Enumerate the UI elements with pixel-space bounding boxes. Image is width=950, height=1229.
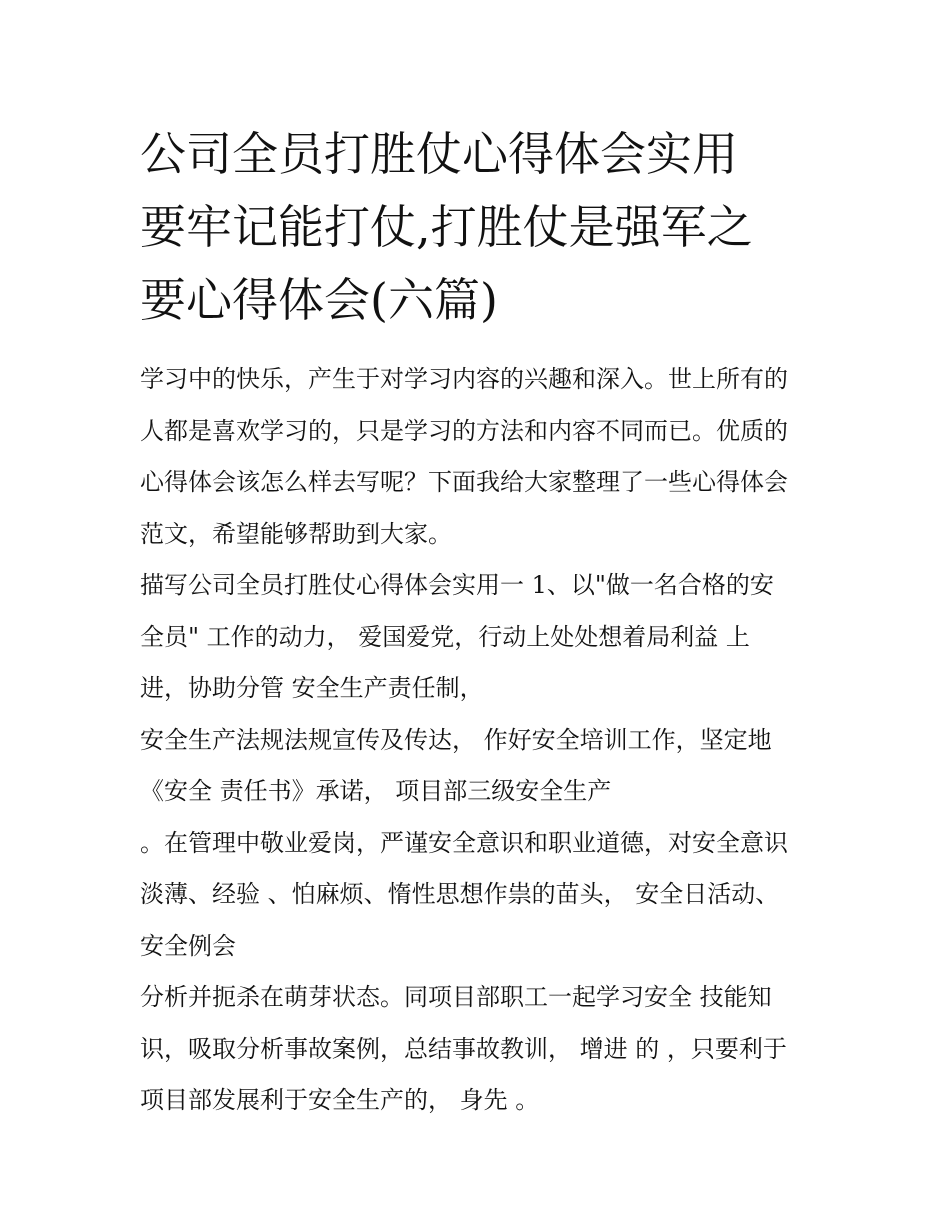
- body-line: 淡薄、经验 、怕麻烦、惰性思想作祟的苗头， 安全日活动、: [140, 880, 780, 908]
- title-line: 要心得体会(六篇): [140, 273, 498, 327]
- body-line: 描写公司全员打胜仗心得体会实用一 1、以"做一名合格的安: [140, 571, 774, 599]
- body-line: 项目部发展利于安全生产的， 身先 。: [140, 1086, 540, 1114]
- body-line: 范文，希望能够帮助到大家。: [140, 519, 452, 548]
- body-line: 心得体会该怎么样去写呢？下面我给大家整理了一些心得体会: [140, 468, 788, 496]
- body-line: 安全生产法规法规宣传及传达， 作好安全培训工作，坚定地: [140, 725, 772, 754]
- body-line: 全员" 工作的动力， 爱国爱党，行动上处处想着局利益 上: [140, 622, 750, 651]
- body-line: 分析并扼杀在萌芽状态。同项目部职工一起学习安全 技能知: [140, 983, 772, 1011]
- body-line: 人都是喜欢学习的，只是学习的方法和内容不同而已。优质的: [140, 416, 788, 445]
- body-line: 《安全 责任书》承诺， 项目部三级安全生产: [140, 777, 612, 805]
- document-body: [140, 354, 830, 1127]
- body-line: 进，协助分管 安全生产责任制，: [140, 674, 484, 702]
- title-line: 要牢记能打仗,打胜仗是强军之: [140, 200, 753, 254]
- body-line: 。在管理中敬业爱岗，严谨安全意识和职业道德，对安全意识: [140, 828, 788, 857]
- document-title: [140, 118, 830, 337]
- title-line: 公司全员打胜仗心得体会实用: [140, 127, 738, 181]
- body-line: 安全例会: [140, 931, 236, 960]
- body-line: 学习中的快乐，产生于对学习内容的兴趣和深入。世上所有的: [140, 365, 788, 393]
- body-line: 识，吸取分析事故案例，总结事故教训， 增进 的 ，只要利于: [140, 1034, 787, 1063]
